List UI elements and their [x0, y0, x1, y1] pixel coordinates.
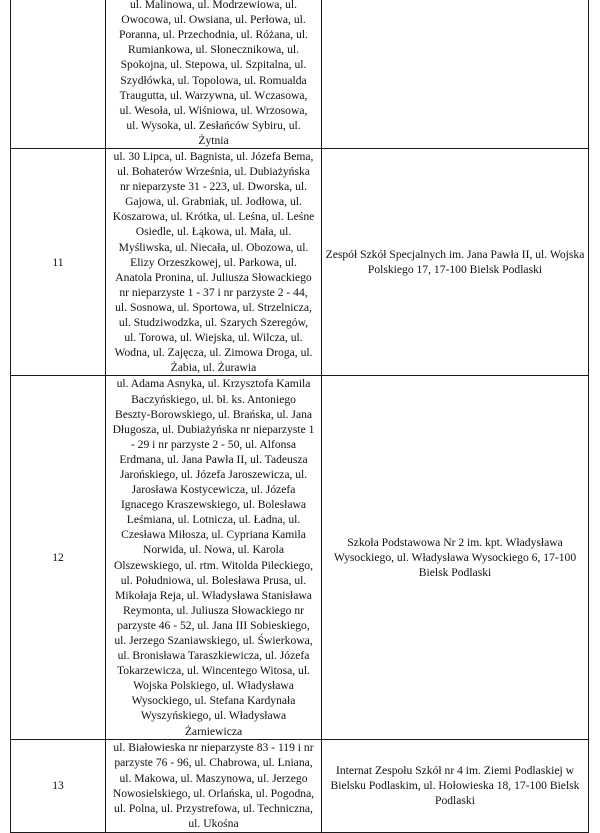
street-line: Mikołaja Reja, ul. Władysława Stanisława	[115, 588, 312, 602]
street-line: Żarniewicza	[184, 724, 243, 738]
street-line: Żabia, ul. Żurawia	[170, 361, 257, 375]
street-line: ul. Adama Asnyka, ul. Krzysztofa Kamila	[116, 377, 311, 391]
street-line: ul. Studziwodzka, ul. Szarych Szeregów,	[118, 316, 309, 330]
table-row	[11, 376, 589, 739]
street-line: parzyste 46 - 52, ul. Jana III Sobieskiego,	[117, 618, 310, 632]
street-line: Nowosielskiego, ul. Orlańska, ul. Pogodna,	[112, 786, 315, 800]
street-line: Reymonta, ul. Juliusza Słowackiego nr	[123, 603, 304, 617]
street-line: ul. Sosnowa, ul. Sportowa, ul. Strzelnicza,	[115, 300, 312, 314]
street-line: ul. Wesoła, ul. Wiśniowa, ul. Wrzosowa,	[119, 103, 308, 117]
street-line: Olszewskiego, ul. rtm. Witolda Pileckiego,	[114, 558, 313, 572]
row-number-cell: 12	[11, 376, 106, 739]
street-line: Długosza, ul. Dubiażyńska nr nieparzyste 1	[112, 422, 315, 436]
street-line: ul. 30 Lipca, ul. Bagnista, ul. Józefa Bema,	[113, 150, 314, 163]
street-line: Wysockiego, ul. Stefana Kardynała	[131, 694, 296, 708]
street-line: ul. Białowieska nr nieparzyste 83 - 119 i nr	[113, 741, 314, 755]
school-cell: Szkoła Podstawowa Nr 2 im. kpt. Władysława Wysockiego, ul. Władysława Wysockiego 6, 17-100 Bielsk Podlaski	[322, 376, 589, 739]
street-line: Spokojna, ul. Stepowa, ul. Szpitalna, ul.	[120, 58, 307, 72]
street-line: Owocowa, ul. Owsiana, ul. Perłowa, ul.	[121, 13, 306, 27]
street-line: Wojska Polskiego, ul. Władysława	[133, 679, 294, 693]
street-line: ul. Ukośna	[188, 816, 239, 830]
street-line: Szydłówka, ul. Topolowa, ul. Romualda	[120, 73, 307, 87]
street-line: Myśliwska, ul. Niecała, ul. Obozowa, ul.	[118, 240, 309, 254]
street-line: Traugutta, ul. Warzywna, ul. Wczasowa,	[119, 88, 308, 102]
street-line: Gajowa, ul. Grabniak, ul. Jodłowa, ul.	[125, 195, 302, 209]
row-number-cell: 13	[11, 739, 106, 832]
streets-cell	[106, 376, 322, 739]
street-line: Ignacego Kraszewskiego, ul. Bolesława	[120, 498, 307, 512]
district-table	[10, 0, 589, 833]
street-line: Poranna, ul. Przechodnia, ul. Różana, ul.	[119, 28, 308, 42]
street-line: Osiedle, ul. Łąkowa, ul. Mała, ul.	[135, 225, 292, 239]
street-line: ul. Malinowa, ul. Modrzewiowa, ul.	[129, 0, 298, 12]
street-line: Czesława Miłosza, ul. Cypriana Kamila	[121, 528, 306, 542]
street-line: ul. Makowa, ul. Maszynowa, ul. Jerzego	[119, 771, 308, 785]
street-line: Beszty-Borowskiego, ul. Brańska, ul. Jana	[114, 407, 313, 421]
street-line: Koszarowa, ul. Krótka, ul. Leśna, ul. Leśne	[112, 210, 315, 224]
table-row	[11, 0, 589, 149]
street-line: ul. Polna, ul. Przystrefowa, ul. Techniczna,	[114, 801, 313, 815]
street-line: nr nieparzyste 31 - 223, ul. Dworska, ul.	[119, 180, 308, 194]
street-line: Wodna, ul. Zajęcza, ul. Zimowa Droga, ul.	[114, 346, 313, 360]
school-cell	[322, 0, 589, 149]
streets-cell	[106, 739, 322, 832]
row-number-cell: 11	[11, 149, 106, 376]
street-line: Leśmiana, ul. Lotnicza, ul. Ładna, ul.	[126, 513, 301, 527]
street-line: Anatola Pronina, ul. Juliusza Słowackiego	[115, 270, 312, 284]
street-line: Jarosława Kostycewicza, ul. Józefa	[131, 483, 296, 497]
streets-cell	[106, 149, 322, 376]
street-line: ul. Wysoka, ul. Zesłańców Sybiru, ul.	[126, 118, 301, 132]
street-line: parzyste 76 - 96, ul. Chabrowa, ul. Lniana,	[114, 756, 313, 770]
street-line: ul. Południowa, ul. Bolesława Prusa, ul.	[120, 573, 307, 587]
street-line: Rumiankowa, ul. Słonecznikowa, ul.	[128, 43, 299, 57]
school-cell: Internat Zespołu Szkół nr 4 im. Ziemi Podlaskiej w Bielsku Podlaskim, ul. Hołowieska 18, 17-100 Bielsk Podlaski	[322, 739, 589, 832]
street-line: ul. Torowa, ul. Wiejska, ul. Wilcza, ul.	[124, 331, 303, 345]
table-row	[11, 739, 589, 832]
street-line: Jarońskiego, ul. Józefa Jaroszewicza, ul.	[119, 467, 308, 481]
school-cell: Zespół Szkół Specjalnych im. Jana Pawła II, ul. Wojska Polskiego 17, 17-100 Bielsk Podlaski	[322, 149, 589, 376]
table-body	[11, 0, 589, 832]
street-line: Żytnia	[198, 133, 229, 147]
table-row	[11, 149, 589, 376]
row-number-cell	[11, 0, 106, 149]
street-line: Erdmana, ul. Jana Pawła II, ul. Tadeusza	[119, 452, 308, 466]
street-line: Baczyńskiego, ul. bł. ks. Antoniego	[131, 392, 296, 406]
street-line: nr nieparzyste 1 - 37 i nr parzyste 2 - 44,	[119, 285, 308, 299]
street-line: ul. Jerzego Szaniawskiego, ul. Świerkowa,	[114, 634, 313, 647]
street-line: Norwida, ul. Nowa, ul. Karola	[142, 543, 285, 557]
streets-cell	[106, 0, 322, 149]
street-line: Wyszyńskiego, ul. Władysława	[140, 709, 287, 723]
street-line: Tokarzewicza, ul. Wincentego Witosa, ul.	[117, 664, 310, 678]
street-line: ul. Bronisława Taraszkiewicza, ul. Józefa	[117, 649, 310, 663]
street-line: ul. Bohaterów Września, ul. Dubiażyńska	[117, 165, 310, 179]
street-line: - 29 i nr parzyste 2 - 50, ul. Alfonsa	[130, 437, 297, 451]
street-line: Elizy Orzeszkowej, ul. Parkowa, ul.	[130, 255, 297, 269]
